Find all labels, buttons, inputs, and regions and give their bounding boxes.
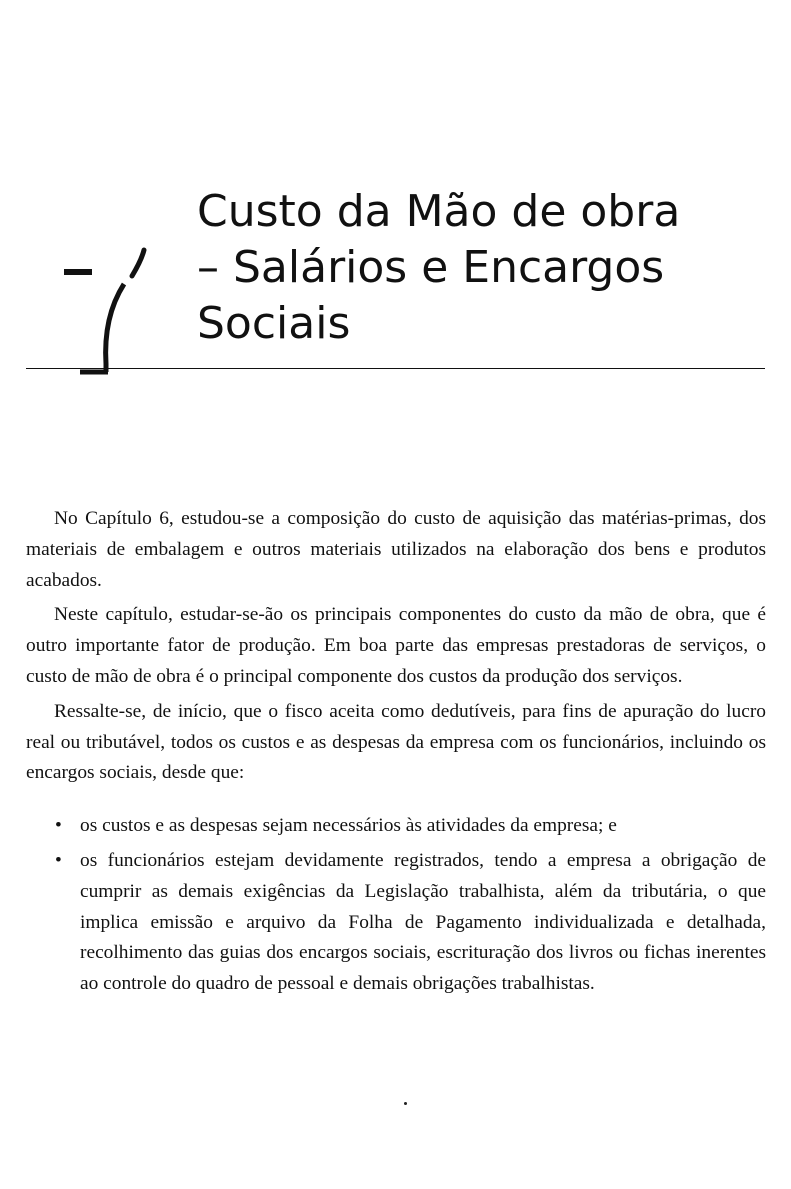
requirements-list (26, 811, 766, 1000)
chapter-title-line-2: – Salários e Encargos (197, 242, 665, 293)
chapter-number-graphic (58, 244, 153, 379)
list-item-text: os funcionários estejam devidamente registrados, tendo a empresa a obrigação de cumprir as demais exigências da Legislação trabalhista, além da tributária, o que implica emissão e arquivo da Folha de Pagamento individualizada e detalhada, recolhimento das guias dos encargos sociais, escrituração dos livros ou fichas inerentes ao controle do quadro de pessoal e demais obrigações trabalhistas. (80, 849, 766, 995)
bullet-icon: • (55, 849, 62, 871)
title-divider (26, 368, 765, 369)
chapter-title-line-1: Custo da Mão de obra (197, 186, 681, 237)
bullet-icon: • (55, 815, 62, 837)
body-text (26, 504, 766, 1004)
page-mark (404, 1102, 407, 1105)
list-item (55, 811, 766, 842)
chapter-title (197, 184, 777, 352)
paragraph-2: Neste capítulo, estudar-se-ão os principais componentes do custo da mão de obra, que é outro importante fator de produção. Em boa parte das empresas prestadoras de serviços, o custo de mão de obra é o principal componente dos custos da produção dos serviços. (26, 604, 766, 687)
paragraph-3: Ressalte-se, de início, que o fisco aceita como dedutíveis, para fins de apuração do lucro real ou tributável, todos os custos e as despesas da empresa com os funcionários, incluindo os encargos sociais, desde que: (26, 700, 766, 784)
list-item (55, 846, 766, 1000)
chapter-title-line-3: Sociais (197, 298, 351, 349)
list-item-text: os custos e as despesas sejam necessários às atividades da empresa; e (80, 815, 617, 837)
paragraph-1: No Capítulo 6, estudou-se a composição do custo de aquisição das matérias-primas, dos materiais de embalagem e outros materiais utilizados na elaboração dos bens e produtos acabados. (26, 508, 766, 591)
